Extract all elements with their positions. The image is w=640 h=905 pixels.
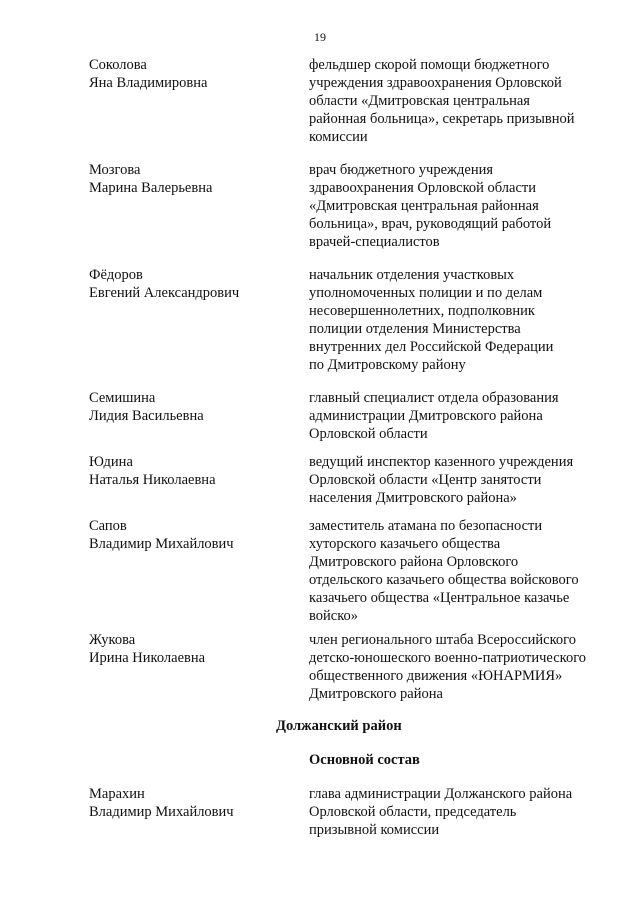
member-surname: Жукова xyxy=(89,632,136,648)
member-role xyxy=(309,266,609,374)
member-role xyxy=(309,389,609,443)
district-heading: Должанский район xyxy=(276,718,402,734)
role-line: Орловской области, председатель xyxy=(309,804,517,820)
section-subheading: Основной состав xyxy=(309,752,420,768)
role-line: ведущий инспектор казенного учреждения xyxy=(309,454,574,470)
role-line: Орловской области «Центр занятости xyxy=(309,472,542,488)
role-line: внутренних дел Российской Федерации xyxy=(309,339,554,355)
member-surname: Мозгова xyxy=(89,162,141,178)
member-surname: Юдина xyxy=(89,454,133,470)
role-line: Дмитровского района Орловского xyxy=(309,554,519,570)
role-line: по Дмитровскому району xyxy=(309,357,466,373)
role-line: несовершеннолетних, подполковник xyxy=(309,303,535,319)
member-role xyxy=(309,517,609,625)
member-given-names: Наталья Николаевна xyxy=(89,472,216,488)
role-line: учреждения здравоохранения Орловской xyxy=(309,75,562,91)
role-line: Дмитровского района xyxy=(309,686,443,702)
member-surname: Марахин xyxy=(89,786,145,802)
role-line: «Дмитровская центральная районная xyxy=(309,198,539,214)
member-role xyxy=(309,631,609,703)
member-name xyxy=(89,161,289,197)
role-line: здравоохранения Орловской области xyxy=(309,180,536,196)
role-line: населения Дмитровского района» xyxy=(309,490,517,506)
member-name xyxy=(89,785,289,821)
member-name xyxy=(89,517,289,553)
member-role xyxy=(309,785,609,839)
role-line: отдельского казачьего общества войскового xyxy=(309,572,579,588)
member-given-names: Владимир Михайлович xyxy=(89,536,234,552)
role-line: войско» xyxy=(309,608,359,624)
role-line: администрации Дмитровского района xyxy=(309,408,543,424)
role-line: заместитель атамана по безопасности xyxy=(309,518,543,534)
role-line: комиссии xyxy=(309,129,368,145)
member-given-names: Лидия Васильевна xyxy=(89,408,204,424)
role-line: член регионального штаба Всероссийского xyxy=(309,632,576,648)
member-name xyxy=(89,389,289,425)
role-line: начальник отделения участковых xyxy=(309,267,515,283)
role-line: больница», врач, руководящий работой xyxy=(309,216,552,232)
member-given-names: Яна Владимировна xyxy=(89,75,208,91)
member-given-names: Евгений Александрович xyxy=(89,285,240,301)
member-surname: Фёдоров xyxy=(89,267,143,283)
role-line: полиции отделения Министерства xyxy=(309,321,521,337)
member-surname: Соколова xyxy=(89,57,147,73)
member-name xyxy=(89,631,289,667)
member-surname: Сапов xyxy=(89,518,127,534)
member-name xyxy=(89,453,289,489)
page-number: 19 xyxy=(314,30,326,44)
role-line: детско-юношеского военно-патриотического xyxy=(309,650,587,666)
member-given-names: Марина Валерьевна xyxy=(89,180,213,196)
role-line: хуторского казачьего общества xyxy=(309,536,501,552)
role-line: врачей-специалистов xyxy=(309,234,440,250)
member-role xyxy=(309,161,609,251)
member-surname: Семишина xyxy=(89,390,156,406)
member-role xyxy=(309,453,609,507)
role-line: общественного движения «ЮНАРМИЯ» xyxy=(309,668,563,684)
role-line: уполномоченных полиции и по делам xyxy=(309,285,543,301)
member-role xyxy=(309,56,609,146)
role-line: призывной комиссии xyxy=(309,822,440,838)
role-line: главный специалист отдела образования xyxy=(309,390,559,406)
member-name xyxy=(89,56,289,92)
role-line: фельдшер скорой помощи бюджетного xyxy=(309,57,550,73)
role-line: области «Дмитровская центральная xyxy=(309,93,530,109)
member-given-names: Владимир Михайлович xyxy=(89,804,234,820)
role-line: казачьего общества «Центральное казачье xyxy=(309,590,570,606)
role-line: глава администрации Должанского района xyxy=(309,786,573,802)
role-line: врач бюджетного учреждения xyxy=(309,162,494,178)
role-line: Орловской области xyxy=(309,426,428,442)
member-given-names: Ирина Николаевна xyxy=(89,650,206,666)
member-name xyxy=(89,266,289,302)
role-line: районная больница», секретарь призывной xyxy=(309,111,575,127)
